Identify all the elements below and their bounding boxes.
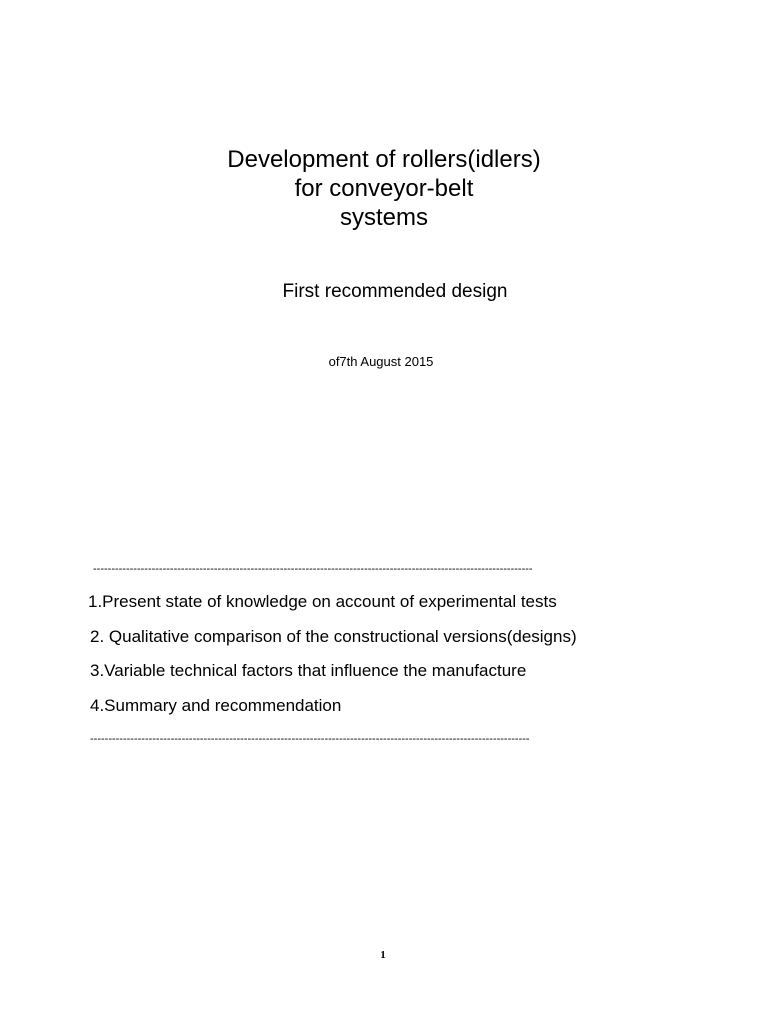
document-subtitle: First recommended design: [282, 281, 508, 302]
title-line-2: for conveyor-belt: [294, 175, 474, 202]
title-line-3: systems: [339, 204, 428, 231]
separator-bottom: ------------------------------------------------------------------------------------------------------------------------: [90, 733, 530, 745]
title-line-1: Development of rollers(idlers): [227, 146, 541, 173]
contents-item-4: 4.Summary and recommendation: [90, 696, 342, 715]
contents-item-2: 2. Qualitative comparison of the constructional versions(designs): [90, 627, 577, 646]
contents-item-1: 1.Present state of knowledge on account of experimental tests: [88, 592, 557, 611]
contents-item-3: 3.Variable technical factors that influence the manufacture: [90, 661, 527, 680]
separator-top: ------------------------------------------------------------------------------------------------------------------------: [93, 563, 533, 575]
page-number: 1: [380, 949, 386, 961]
document-title: [0, 145, 768, 232]
document-date: of7th August 2015: [328, 354, 434, 369]
